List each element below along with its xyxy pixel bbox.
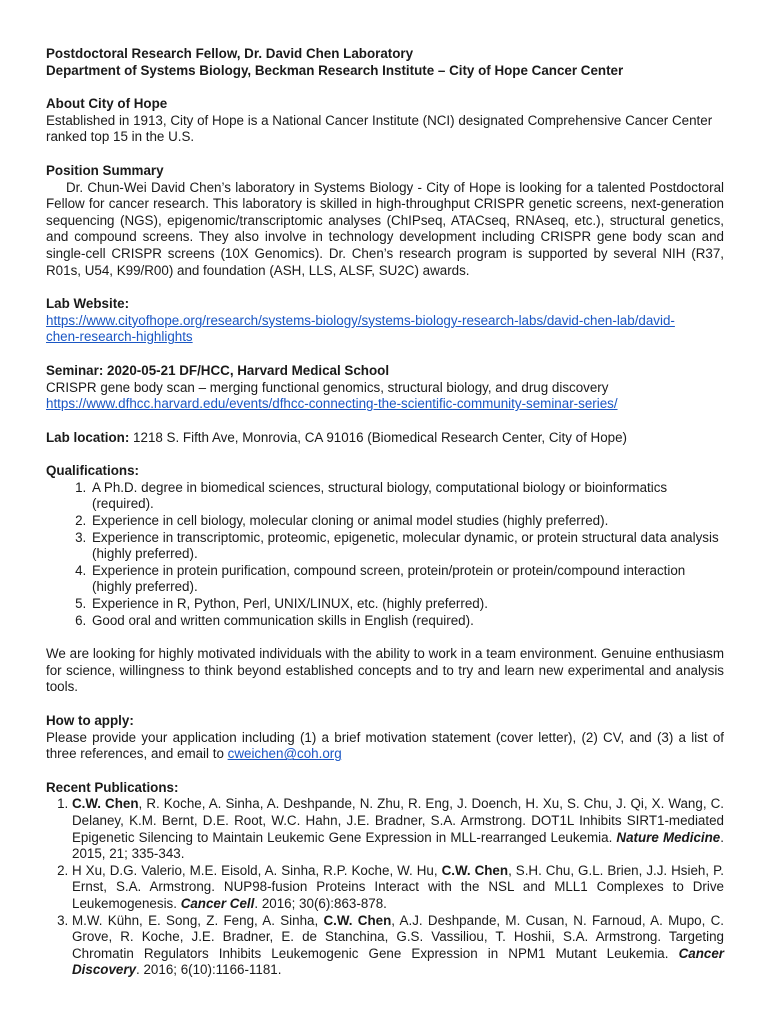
summary-section [46, 163, 724, 279]
location-text: 1218 S. Fifth Ave, Monrovia, CA 91016 (Biomedical Research Center, City of Hope) [129, 429, 628, 445]
publication-journal: Cancer Cell [180, 895, 255, 911]
qualification-item: 5. Experience in R, Python, Perl, UNIX/LINUX, etc. (highly preferred). [90, 596, 724, 613]
qualification-item: 3. Experience in transcriptomic, proteomic, epigenetic, molecular dynamic, or protein structural data analysis (highly preferred). [90, 530, 724, 563]
apply-section [46, 713, 724, 763]
document-header [46, 46, 724, 79]
department-line: Department of Systems Biology, Beckman Research Institute – City of Hope Cancer Center [46, 62, 624, 78]
publication-citation: . 2015, 21; 335-343. [72, 829, 724, 862]
email-link[interactable]: cweichen@coh.org [227, 746, 342, 762]
qualification-item: 2. Experience in cell biology, molecular cloning or animal model studies (highly preferred). [90, 513, 724, 530]
website-section [46, 296, 724, 346]
about-heading: About City of Hope [46, 96, 168, 112]
publication-citation: . 2016; 6(10):1166-1181. [136, 962, 282, 978]
seminar-title: CRISPR gene body scan – merging functional genomics, structural biology, and drug discovery [46, 379, 609, 395]
publication-authors-pre: M.W. Kühn, E. Song, Z. Feng, A. Sinha, [72, 912, 324, 928]
seminar-link[interactable]: https://www.dfhcc.harvard.edu/events/dfhcc-connecting-the-scientific-community-seminar-series/ [46, 396, 618, 412]
location-section [46, 430, 724, 447]
location-label: Lab location: [46, 429, 130, 445]
publication-authors-title: , S.H. Chu, G.L. Brien, J.J. Hsieh, P. Ernst, S.A. Armstrong. NUP98-fusion Proteins Interact with the NSL and MLL1 Complexes to Drive Leukemogenesis. [72, 862, 724, 911]
job-title: Postdoctoral Research Fellow, Dr. David Chen Laboratory [46, 46, 414, 61]
motivation-section [46, 646, 724, 696]
qualification-item: 1. A Ph.D. degree in biomedical sciences, structural biology, computational biology or bioinformatics (required). [90, 480, 724, 513]
publications-list [46, 796, 724, 979]
publication-item [72, 913, 724, 979]
publication-authors-title: , A.J. Deshpande, M. Cusan, N. Farnoud, A. Mupo, C. Grove, R. Koche, J.E. Bradner, E. de Stanchina, G.S. Vassiliou, T. Hoshii, S.A. Armstrong. Targeting Chromatin Regulators Inhibits Leukemogenic Gene Expression in NPM1 Mutant Leukemia. [72, 912, 724, 961]
summary-heading: Position Summary [46, 162, 164, 178]
seminar-heading: Seminar: 2020-05-21 DF/HCC, Harvard Medical School [46, 362, 390, 378]
apply-heading: How to apply: [46, 713, 134, 728]
qualification-item: 6. Good oral and written communication skills in English (required). [90, 613, 724, 630]
website-link-line-1[interactable]: https://www.cityofhope.org/research/systems-biology/systems-biology-research-labs/david-chen-lab/david- [46, 312, 675, 328]
publication-authors-title: , R. Koche, A. Sinha, A. Deshpande, N. Zhu, R. Eng, J. Doench, H. Xu, S. Chu, J. Qi, X. Wang, C. Delaney, K.M. Bernt, D.E. Root, W.C. Hahn, J.E. Bradner, S.A. Armstrong. DOT1L Inhibits SIRT1-mediated Epigenetic Silencing to Maintain Leukemic Gene Expression in MLL-rearranged Leukemia. [72, 796, 724, 845]
publication-highlight-author: C.W. Chen [323, 912, 392, 928]
publications-heading: Recent Publications: [46, 779, 179, 795]
summary-text: Dr. Chun-Wei David Chen’s laboratory in Systems Biology - City of Hope is looking for a talented Postdoctoral Fellow for cancer research. This laboratory is skilled in high-throughput CRISPR genetic screens, next-generation sequencing (NGS), epigenomic/transcriptomic analyses (ChIPseq, ATACseq, RNAseq, etc.), structural genetics, and compound screens. They also involve in technology development including CRISPR gene body scan and single-cell CRISPR screens (10X Genomics). Dr. Chen’s research program is supported by several NIH (R37, R01s, U54, K99/R00) and foundation (ASH, LLS, ALSF, SU2C) awards. [46, 179, 724, 278]
document-page [46, 46, 724, 979]
publication-journal: Cancer Discovery [72, 945, 724, 978]
qualifications-heading: Qualifications: [46, 463, 140, 479]
apply-text: Please provide your application including (1) a brief motivation statement (cover letter), (2) CV, and (3) a list of three references, and email to [46, 729, 724, 762]
seminar-section [46, 363, 724, 413]
qualifications-section [46, 463, 724, 629]
publication-highlight-author: C.W. Chen [441, 862, 509, 878]
publication-item [72, 863, 724, 913]
publication-authors-pre: H Xu, D.G. Valerio, M.E. Eisold, A. Sinha, R.P. Koche, W. Hu, [72, 862, 442, 878]
publication-highlight-author: C.W. Chen [72, 796, 139, 812]
publication-journal: Nature Medicine [616, 829, 721, 845]
qualification-item: 4. Experience in protein purification, compound screen, protein/protein or protein/compound interaction (highly preferred). [90, 563, 724, 596]
qualifications-list [46, 480, 724, 629]
about-section [46, 96, 724, 146]
publication-citation: . 2016; 30(6):863-878. [254, 895, 387, 911]
publications-section [46, 780, 724, 979]
publication-item [72, 796, 724, 862]
motivation-text: We are looking for highly motivated individuals with the ability to work in a team environment. Genuine enthusiasm for science, willingness to think beyond established concepts and to try and learn new experimental and analysis tools. [46, 646, 724, 695]
website-heading: Lab Website: [46, 296, 130, 312]
about-text: Established in 1913, City of Hope is a National Cancer Institute (NCI) designated Comprehensive Cancer Center ranked top 15 in the U.S. [46, 112, 713, 145]
website-link[interactable] [46, 313, 724, 346]
website-link-line-2[interactable]: chen-research-highlights [46, 329, 193, 345]
